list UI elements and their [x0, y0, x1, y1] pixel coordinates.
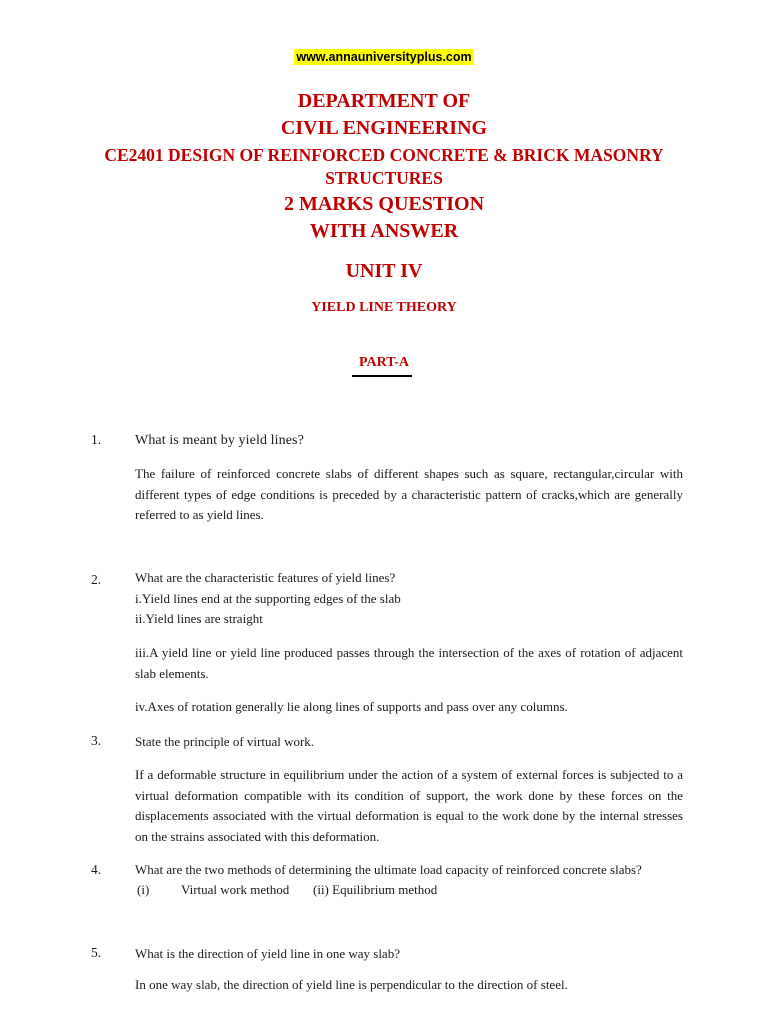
method-label: (i) — [137, 882, 150, 897]
list-item-line: slab elements. — [135, 665, 209, 681]
method-item: Virtual work method — [181, 882, 290, 897]
list-item: ii.Yield lines are straight — [135, 611, 263, 626]
list-item — [135, 643, 683, 684]
answer-line: virtual deformation compatible with its condition of support, the work done by these forces on the — [135, 787, 683, 803]
answer-text: In one way slab, the direction of yield line is perpendicular to the direction of steel. — [135, 977, 568, 992]
method-item: (ii) Equilibrium method — [313, 882, 438, 897]
list-item: iv.Axes of rotation generally lie along lines of supports and pass over any columns. — [135, 699, 568, 714]
marks-title-line1: 2 MARKS QUESTION — [283, 193, 485, 215]
answer-line: different types of edge conditions is preceded by a characteristic pattern of cracks,which are generally — [135, 486, 683, 502]
question-number: 3. — [91, 733, 102, 748]
question-number: 5. — [91, 945, 102, 960]
answer-line: displacements associated with the virtual deformation is equal to the work done by the internal stresses — [135, 808, 683, 823]
question-text: State the principle of virtual work. — [135, 734, 315, 749]
answer-line: on the strains associated with this deformation. — [135, 828, 380, 844]
list-item: i.Yield lines end at the supporting edges of the slab — [135, 590, 401, 606]
website-banner — [0, 48, 768, 66]
part-title: PART-A — [358, 355, 410, 370]
answer-line: If a deformable structure in equilibrium under the action of a system of external forces is subjected to a — [135, 767, 683, 782]
course-title-line1: CE2401 DESIGN OF REINFORCED CONCRETE & BRICK MASONRY — [104, 145, 664, 165]
part-underline — [352, 375, 412, 377]
department-name: CIVIL ENGINEERING — [280, 117, 488, 139]
question-text: What is meant by yield lines? — [135, 433, 304, 448]
website-url[interactable]: www.annauniversityplus.com — [296, 50, 472, 64]
question-number: 4. — [91, 862, 102, 877]
question-text: What are the two methods of determining the ultimate load capacity of reinforced concrete slabs? — [135, 862, 642, 877]
question-number: 1. — [91, 432, 102, 447]
list-item-line: iii.A yield line or yield line produced passes through the intersection of the axes of rotation of adjacent — [135, 645, 683, 660]
question-text: What is the direction of yield line in one way slab? — [135, 946, 400, 961]
answer-text — [135, 464, 683, 526]
answer-line: referred to as yield lines. — [135, 507, 264, 522]
course-title-line2: STRUCTURES — [325, 168, 443, 188]
unit-title: UNIT IV — [345, 260, 423, 282]
department-title: DEPARTMENT OF — [297, 90, 471, 112]
topic-title: YIELD LINE THEORY — [311, 300, 457, 315]
question-text: What are the characteristic features of yield lines? — [135, 570, 396, 585]
marks-title-line2: WITH ANSWER — [309, 220, 459, 242]
question-number: 2. — [91, 572, 102, 587]
answer-text — [135, 765, 683, 847]
question-block — [135, 568, 683, 630]
answer-line: The failure of reinforced concrete slabs of different shapes such as square, rectangular,circular with — [135, 466, 683, 481]
